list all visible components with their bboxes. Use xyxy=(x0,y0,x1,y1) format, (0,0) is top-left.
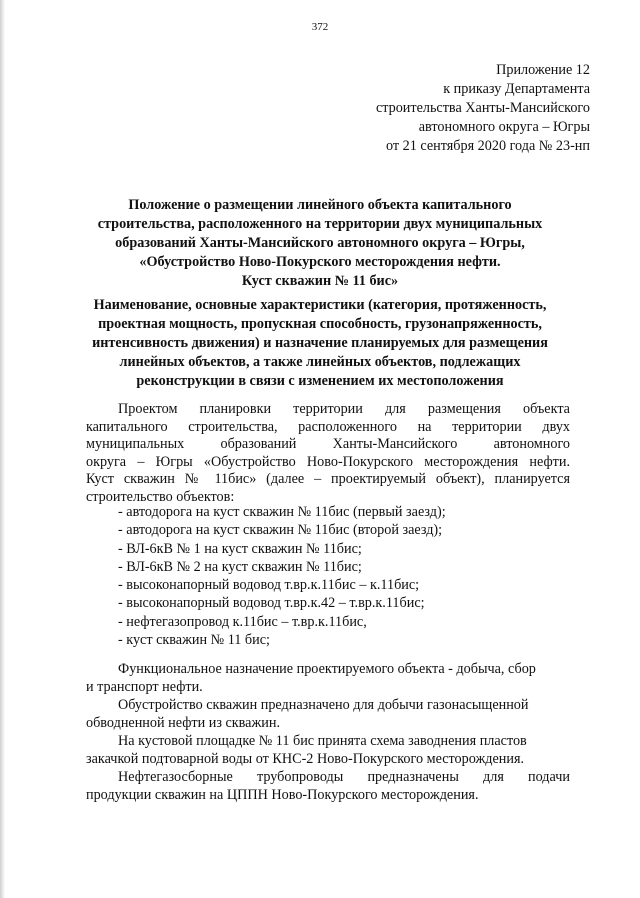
list-item: - ВЛ-6кВ № 2 на куст скважин № 11бис; xyxy=(118,558,362,575)
list-item: - куст скважин № 11 бис; xyxy=(118,632,270,649)
list-item: - высоконапорный водовод т.вр.к.42 – т.вр.к.11бис; xyxy=(118,595,425,612)
paragraph-line: обводненной нефти из скважин. xyxy=(86,714,280,731)
paragraph-line: округа – Югры «Обустройство Ново-Покурского месторождения нефти. xyxy=(86,453,570,470)
title-line: строительства, расположенного на территории двух муниципальных xyxy=(97,216,543,232)
title-line: Положение о размещении линейного объекта капитального xyxy=(128,197,512,213)
heading-line: Наименование, основные характеристики (категория, протяженность, xyxy=(93,297,547,313)
paragraph-line: Куст скважин № 11бис» (далее – проектируемый объект), планируется xyxy=(86,471,570,487)
scan-edge-shadow xyxy=(0,0,5,898)
paragraph-line: и транспорт нефти. xyxy=(86,678,203,695)
appendix-line: Приложение 12 xyxy=(496,62,590,78)
paragraph-line: капитального строительства, расположенного на территории двух xyxy=(86,418,570,435)
title-line: образований Ханты-Мансийского автономного округа – Югры, xyxy=(115,235,525,251)
paragraph-line: Проектом планировки территории для размещения объекта xyxy=(118,401,570,417)
appendix-line: от 21 сентября 2020 года № 23-нп xyxy=(386,138,590,154)
paragraph-line: Функциональное назначение проектируемого объекта - добыча, сбор xyxy=(118,661,536,677)
page-number: 372 xyxy=(311,21,329,33)
section-heading xyxy=(70,296,570,391)
title-line: «Обустройство Ново-Покурского месторождения нефти. xyxy=(139,254,501,270)
heading-line: проектная мощность, пропускная способность, грузонапряженность, xyxy=(98,316,542,332)
wells-paragraph xyxy=(86,697,570,732)
appendix-header xyxy=(376,61,590,156)
list-item: - нефтегазопровод к.11бис – т.вр.к.11бис, xyxy=(118,613,367,630)
intro-paragraph xyxy=(86,401,570,506)
body-paragraphs xyxy=(86,661,570,805)
objects-list xyxy=(118,503,446,649)
paragraph-line: строительство объектов: xyxy=(86,488,235,505)
pipelines-paragraph xyxy=(86,769,570,804)
heading-line: интенсивность движения) и назначение планируемых для размещения xyxy=(92,335,548,351)
site-paragraph xyxy=(86,733,570,768)
purpose-paragraph xyxy=(86,661,570,696)
paragraph-line: На кустовой площадке № 11 бис принята схема заводнения пластов xyxy=(118,733,527,749)
list-item: - автодорога на куст скважин № 11бис (второй заезд); xyxy=(118,522,443,539)
paragraph-line: продукции скважин на ЦППН Ново-Покурского месторождения. xyxy=(86,786,479,803)
document-title xyxy=(70,196,570,291)
appendix-line: к приказу Департамента xyxy=(443,81,590,97)
paragraph-line: Нефтегазосборные трубопроводы предназначены для подачи xyxy=(118,769,570,785)
paragraph-line: закачкой подтоварной воды от КНС-2 Ново-Покурского месторождения. xyxy=(86,750,525,767)
title-line: Куст скважин № 11 бис» xyxy=(241,273,399,289)
appendix-line: автономного округа – Югры xyxy=(418,119,590,135)
heading-line: линейных объектов, а также линейных объектов, подлежащих xyxy=(119,354,521,370)
list-item: - высоконапорный водовод т.вр.к.11бис – к.11бис; xyxy=(118,577,420,594)
paragraph-line: муниципальных образований Ханты-Мансийского автономного xyxy=(86,436,570,452)
paragraph-line: Обустройство скважин предназначено для добычи газонасыщенной xyxy=(118,697,529,713)
list-item: - автодорога на куст скважин № 11бис (первый заезд); xyxy=(118,504,446,520)
heading-line: реконструкции в связи с изменением их местоположения xyxy=(136,373,504,389)
list-item: - ВЛ-6кВ № 1 на куст скважин № 11бис; xyxy=(118,540,362,557)
appendix-line: строительства Ханты-Мансийского xyxy=(375,100,590,116)
